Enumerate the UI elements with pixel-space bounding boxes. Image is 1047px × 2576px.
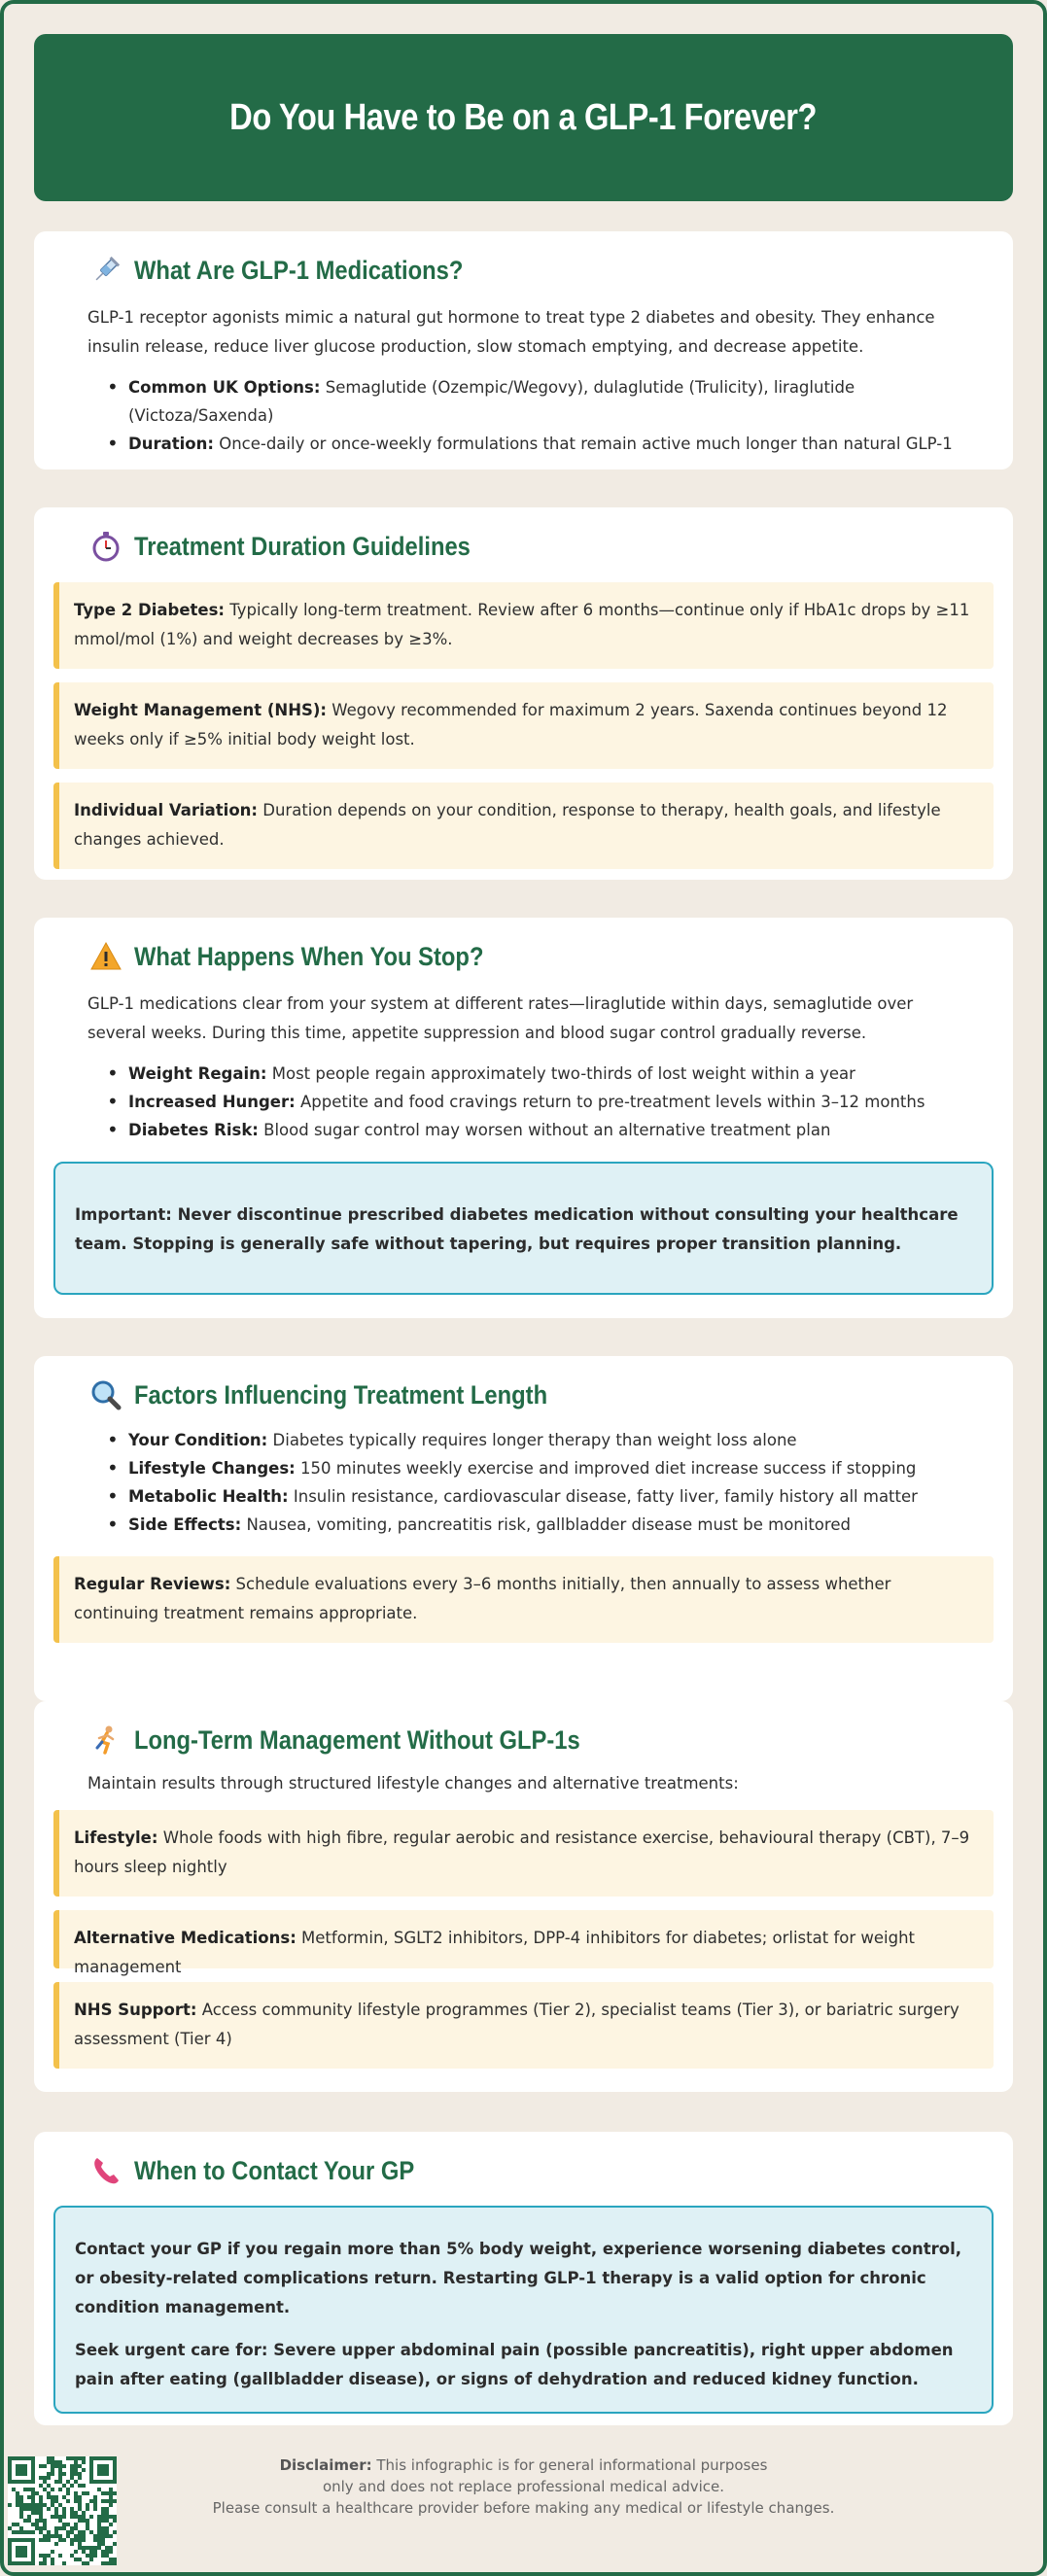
section-title: What Happens When You Stop? bbox=[134, 941, 484, 971]
section-title: When to Contact Your GP bbox=[134, 2155, 415, 2185]
section-title: Treatment Duration Guidelines bbox=[134, 531, 471, 561]
important-alert: Important: Never discontinue prescribed diabetes medication without consulting your healthcare team. Stopping is generally safe without tapering, but requires proper transition planning. bbox=[53, 1162, 994, 1295]
stopwatch-icon bbox=[87, 528, 124, 565]
warning-icon bbox=[87, 938, 124, 975]
info-note: Regular Reviews: Schedule evaluations every 3–6 months initially, then annually to assess whether continuing treatment remains appropriate. bbox=[53, 1556, 994, 1643]
section-contact-gp bbox=[34, 2132, 1013, 2425]
info-note: Alternative Medications: Metformin, SGLT2 inhibitors, DPP-4 inhibitors for diabetes; orlistat for weight management bbox=[53, 1910, 994, 1968]
section-when-you-stop bbox=[34, 918, 1013, 1318]
syringe-icon bbox=[87, 252, 124, 289]
section-long-term bbox=[34, 1701, 1013, 2092]
info-note: NHS Support: Access community lifestyle programmes (Tier 2), specialist teams (Tier 3), or bariatric surgery assessment (Tier 4) bbox=[53, 1982, 994, 2069]
list-item: • Increased Hunger: Appetite and food cravings return to pre-treatment levels within 3–12 months bbox=[107, 1088, 994, 1116]
urgent-care-text: Seek urgent care for: Severe upper abdominal pain (possible pancreatitis), right upper abdomen pain after eating (gallbladder disease), or signs of dehydration and reduced kidney function. bbox=[75, 2341, 954, 2388]
list-item: • Metabolic Health: Insulin resistance, cardiovascular disease, fatty liver, family history all matter bbox=[107, 1482, 994, 1511]
list-item: • Duration: Once-daily or once-weekly formulations that remain active much longer than natural GLP-1 bbox=[107, 430, 960, 458]
bullet-list bbox=[87, 373, 960, 458]
section-intro: Maintain results through structured lifestyle changes and alternative treatments: bbox=[87, 1774, 739, 1793]
section-intro: GLP-1 receptor agonists mimic a natural gut hormone to treat type 2 diabetes and obesity. They enhance insulin release, reduce liver glucose production, slow stomach emptying, and decrease appetite. bbox=[87, 308, 935, 356]
bullet-list bbox=[53, 1060, 994, 1144]
section-treatment-duration bbox=[34, 507, 1013, 880]
info-note: Weight Management (NHS): Wegovy recommended for maximum 2 years. Saxenda continues beyond 12 weeks only if ≥5% initial body weight lost. bbox=[53, 682, 994, 769]
runner-icon bbox=[87, 1722, 124, 1758]
list-item: • Diabetes Risk: Blood sugar control may worsen without an alternative treatment plan bbox=[107, 1116, 994, 1144]
section-title: Long-Term Management Without GLP-1s bbox=[134, 1724, 580, 1755]
section-glp1-medications bbox=[34, 231, 1013, 470]
page-title: Do You Have to Be on a GLP-1 Forever? bbox=[229, 96, 818, 138]
list-item: • Your Condition: Diabetes typically requires longer therapy than weight loss alone bbox=[107, 1426, 994, 1454]
contact-alert bbox=[53, 2206, 994, 2414]
section-title: What Are GLP-1 Medications? bbox=[134, 255, 464, 285]
section-intro: GLP-1 medications clear from your system at different rates—liraglutide within days, semaglutide over several weeks. During this time, appetite suppression and blood sugar control gradually reverse. bbox=[87, 994, 914, 1042]
disclaimer-line-2: only and does not replace professional medical advice. bbox=[322, 2478, 725, 2495]
contact-text: Contact your GP if you regain more than 5% body weight, experience worsening diabetes control, or obesity-related complications return. Restarting GLP-1 therapy is a valid option for chronic condition management. bbox=[75, 2240, 962, 2316]
list-item: • Lifestyle Changes: 150 minutes weekly exercise and improved diet increase success if stopping bbox=[107, 1454, 994, 1482]
info-note: Type 2 Diabetes: Typically long-term treatment. Review after 6 months—continue only if HbA1c drops by ≥11 mmol/mol (1%) and weight decreases by ≥3%. bbox=[53, 582, 994, 669]
bullet-list bbox=[53, 1426, 994, 1539]
section-title: Factors Influencing Treatment Length bbox=[134, 1379, 548, 1410]
section-factors bbox=[34, 1356, 1013, 1701]
footer-disclaimer bbox=[0, 2454, 1047, 2519]
list-item: • Side Effects: Nausea, vomiting, pancreatitis risk, gallbladder disease must be monitored bbox=[107, 1511, 994, 1539]
list-item: • Weight Regain: Most people regain approximately two-thirds of lost weight within a year bbox=[107, 1060, 994, 1088]
list-item: • Common UK Options: Semaglutide (Ozempic/Wegovy), dulaglutide (Trulicity), liraglutide (Victoza/Saxenda) bbox=[107, 373, 960, 430]
header-banner bbox=[34, 34, 1013, 201]
disclaimer-line-3: Please consult a healthcare provider before making any medical or lifestyle changes. bbox=[212, 2499, 835, 2517]
magnifier-icon bbox=[87, 1376, 124, 1413]
info-note: Lifestyle: Whole foods with high fibre, regular aerobic and resistance exercise, behavioural therapy (CBT), 7–9 hours sleep nightly bbox=[53, 1810, 994, 1897]
info-note: Individual Variation: Duration depends on your condition, response to therapy, health goals, and lifestyle changes achieved. bbox=[53, 783, 994, 869]
disclaimer-line-1: Disclaimer: This infographic is for general informational purposes bbox=[279, 2456, 768, 2474]
phone-icon bbox=[87, 2152, 124, 2189]
